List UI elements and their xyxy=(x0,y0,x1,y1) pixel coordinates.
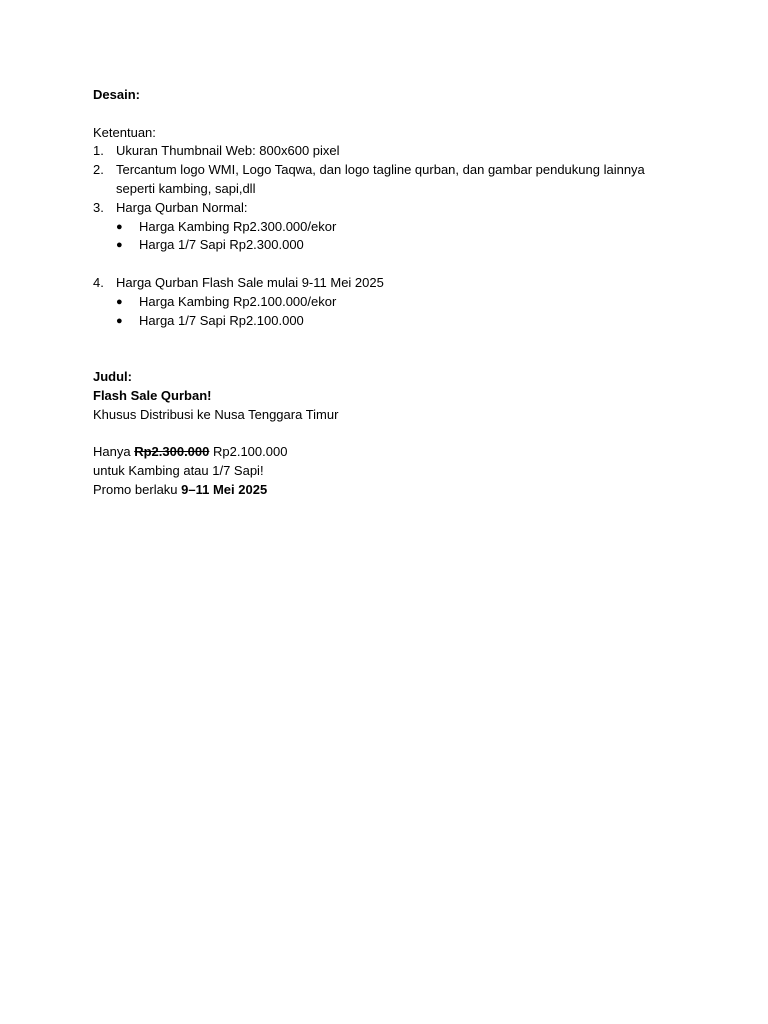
spacer xyxy=(93,330,675,368)
rules-list xyxy=(93,142,675,217)
list-number: 4. xyxy=(93,274,104,290)
rule-item-3 xyxy=(93,199,675,218)
price-text: Harga Kambing Rp2.300.000/ekor xyxy=(139,218,337,234)
design-heading: Desain: xyxy=(93,87,140,102)
old-price: Rp2.300.000 xyxy=(134,444,210,460)
list-item xyxy=(93,236,675,255)
rules-list-continued xyxy=(93,274,675,293)
rule-text: Harga Qurban Flash Sale mulai 9-11 Mei 2025 xyxy=(116,274,384,290)
rule-item-4 xyxy=(93,274,675,293)
price-text: Harga 1/7 Sapi Rp2.100.000 xyxy=(139,312,304,328)
title-sub: Khusus Distribusi ke Nusa Tenggara Timur xyxy=(93,406,339,422)
list-number: 2. xyxy=(93,162,104,178)
spacer xyxy=(93,105,675,124)
promo-dates: 9–11 Mei 2025 xyxy=(181,481,268,497)
title-main: Flash Sale Qurban! xyxy=(93,387,212,403)
rule-text: Ukuran Thumbnail Web: 800x600 pixel xyxy=(116,143,340,159)
promo-line xyxy=(93,481,675,500)
new-price: Rp2.100.000 xyxy=(209,444,288,460)
list-item xyxy=(93,293,675,312)
offer-line: untuk Kambing atau 1/7 Sapi! xyxy=(93,462,264,478)
price-text: Harga 1/7 Sapi Rp2.300.000 xyxy=(139,237,304,253)
bullet-icon: ● xyxy=(116,314,123,327)
bullet-icon: ● xyxy=(116,220,123,233)
list-number: 3. xyxy=(93,199,104,215)
spacer xyxy=(93,424,675,443)
bullet-icon: ● xyxy=(116,239,123,252)
bullet-icon: ● xyxy=(116,295,123,308)
normal-price-list xyxy=(93,218,675,256)
price-line xyxy=(93,443,675,462)
rules-heading: Ketentuan: xyxy=(93,124,156,140)
rule-item-1 xyxy=(93,142,675,161)
rule-item-2 xyxy=(93,161,675,199)
price-text: Harga Kambing Rp2.100.000/ekor xyxy=(139,293,337,309)
rule-text: Harga Qurban Normal: xyxy=(116,199,248,215)
spacer xyxy=(93,255,675,274)
title-heading: Judul: xyxy=(93,368,132,384)
list-item xyxy=(93,218,675,237)
price-prefix: Hanya xyxy=(93,444,135,460)
rule-text: Tercantum logo WMI, Logo Taqwa, dan logo tagline qurban, dan gambar pendukung lainnya seperti kambing, sapi,dll xyxy=(116,162,645,196)
list-item xyxy=(93,312,675,331)
promo-prefix: Promo berlaku xyxy=(93,481,182,497)
flash-price-list xyxy=(93,293,675,331)
list-number: 1. xyxy=(93,143,104,159)
